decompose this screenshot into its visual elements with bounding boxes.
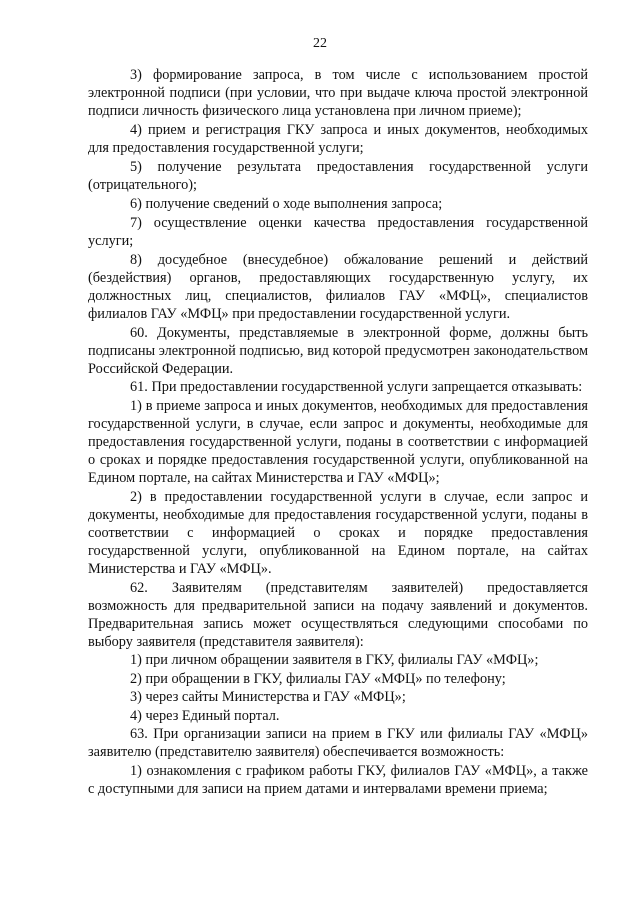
paragraph-item-7-quality: 7) осуществление оценки качества предоставления государственной услуги; (88, 215, 588, 249)
document-body (88, 66, 588, 799)
paragraph-clause-62-item-2: 2) при обращении в ГКУ, филиалы ГАУ «МФЦ» по телефону; (130, 670, 506, 687)
paragraph-clause-63-item-1: 1) ознакомления с графиком работы ГКУ, филиалов ГАУ «МФЦ», а также с доступными для записи на прием датами и интервалами времени приема; (88, 763, 588, 797)
paragraph-clause-62-item-3: 3) через сайты Министерства и ГАУ «МФЦ»; (130, 689, 406, 705)
paragraph-item-5-result: 5) получение результата предоставления государственной услуги (отрицательного); (88, 159, 588, 193)
paragraph-item-8-appeal: 8) досудебное (внесудебное) обжалование решений и действий (бездействия) органов, предоставляющих государственную услугу, их должностных лиц, специалистов, филиалов ГАУ «МФЦ», специалистов филиалов ГАУ «МФЦ» при предоставлении государственной услуги. (88, 252, 588, 322)
paragraph-clause-63: 63. При организации записи на прием в ГКУ или филиалы ГАУ «МФЦ» заявителю (представителю заявителя) обеспечивается возможность: (88, 726, 588, 760)
paragraph-clause-60: 60. Документы, представляемые в электронной форме, должны быть подписаны электронной подписью, вид которой предусмотрен законодательством Российской Федерации. (88, 324, 588, 377)
paragraph-item-4-registration: 4) прием и регистрация ГКУ запроса и иных документов, необходимых для предоставления государственной услуги; (88, 122, 588, 156)
paragraph-item-3-request-forming: 3) формирование запроса, в том числе с использованием простой электронной подписи (при условии, что при выдаче ключа простой электронной подписи личность физического лица установлена при личном приеме); (88, 67, 588, 119)
paragraph-item-6-progress: 6) получение сведений о ходе выполнения запроса; (130, 196, 443, 212)
paragraph-clause-61-item-2: 2) в предоставлении государственной услуги в случае, если запрос и документы, необходимые для предоставления государственной услуги, поданы в соответствии с информацией о сроках и порядке предоставления государственной услуги, опубликованной на Едином портале, на сайтах Министерства и ГАУ «МФЦ». (88, 489, 588, 577)
paragraph-clause-62-item-1: 1) при личном обращении заявителя в ГКУ, филиалы ГАУ «МФЦ»; (130, 652, 539, 668)
paragraph-clause-62: 62. Заявителям (представителям заявителей) предоставляется возможность для предварительной записи на подачу заявлений и документов. Предварительная запись может осуществляться следующими способами по выбору заявителя (представителя заявителя): (88, 579, 588, 650)
paragraph-clause-61-item-1: 1) в приеме запроса и иных документов, необходимых для предоставления государственной услуги, в случае, если запрос и документы, необходимые для предоставления государственной услуги, поданы в соответствии с информацией о сроках и порядке предоставления государственной услуги, опубликованной на Едином портале, на сайтах Министерства и ГАУ «МФЦ»; (88, 398, 588, 486)
page-number: 22 (313, 36, 327, 51)
paragraph-clause-62-item-4: 4) через Единый портал. (130, 707, 280, 724)
paragraph-clause-61: 61. При предоставлении государственной услуги запрещается отказывать: (130, 379, 583, 395)
